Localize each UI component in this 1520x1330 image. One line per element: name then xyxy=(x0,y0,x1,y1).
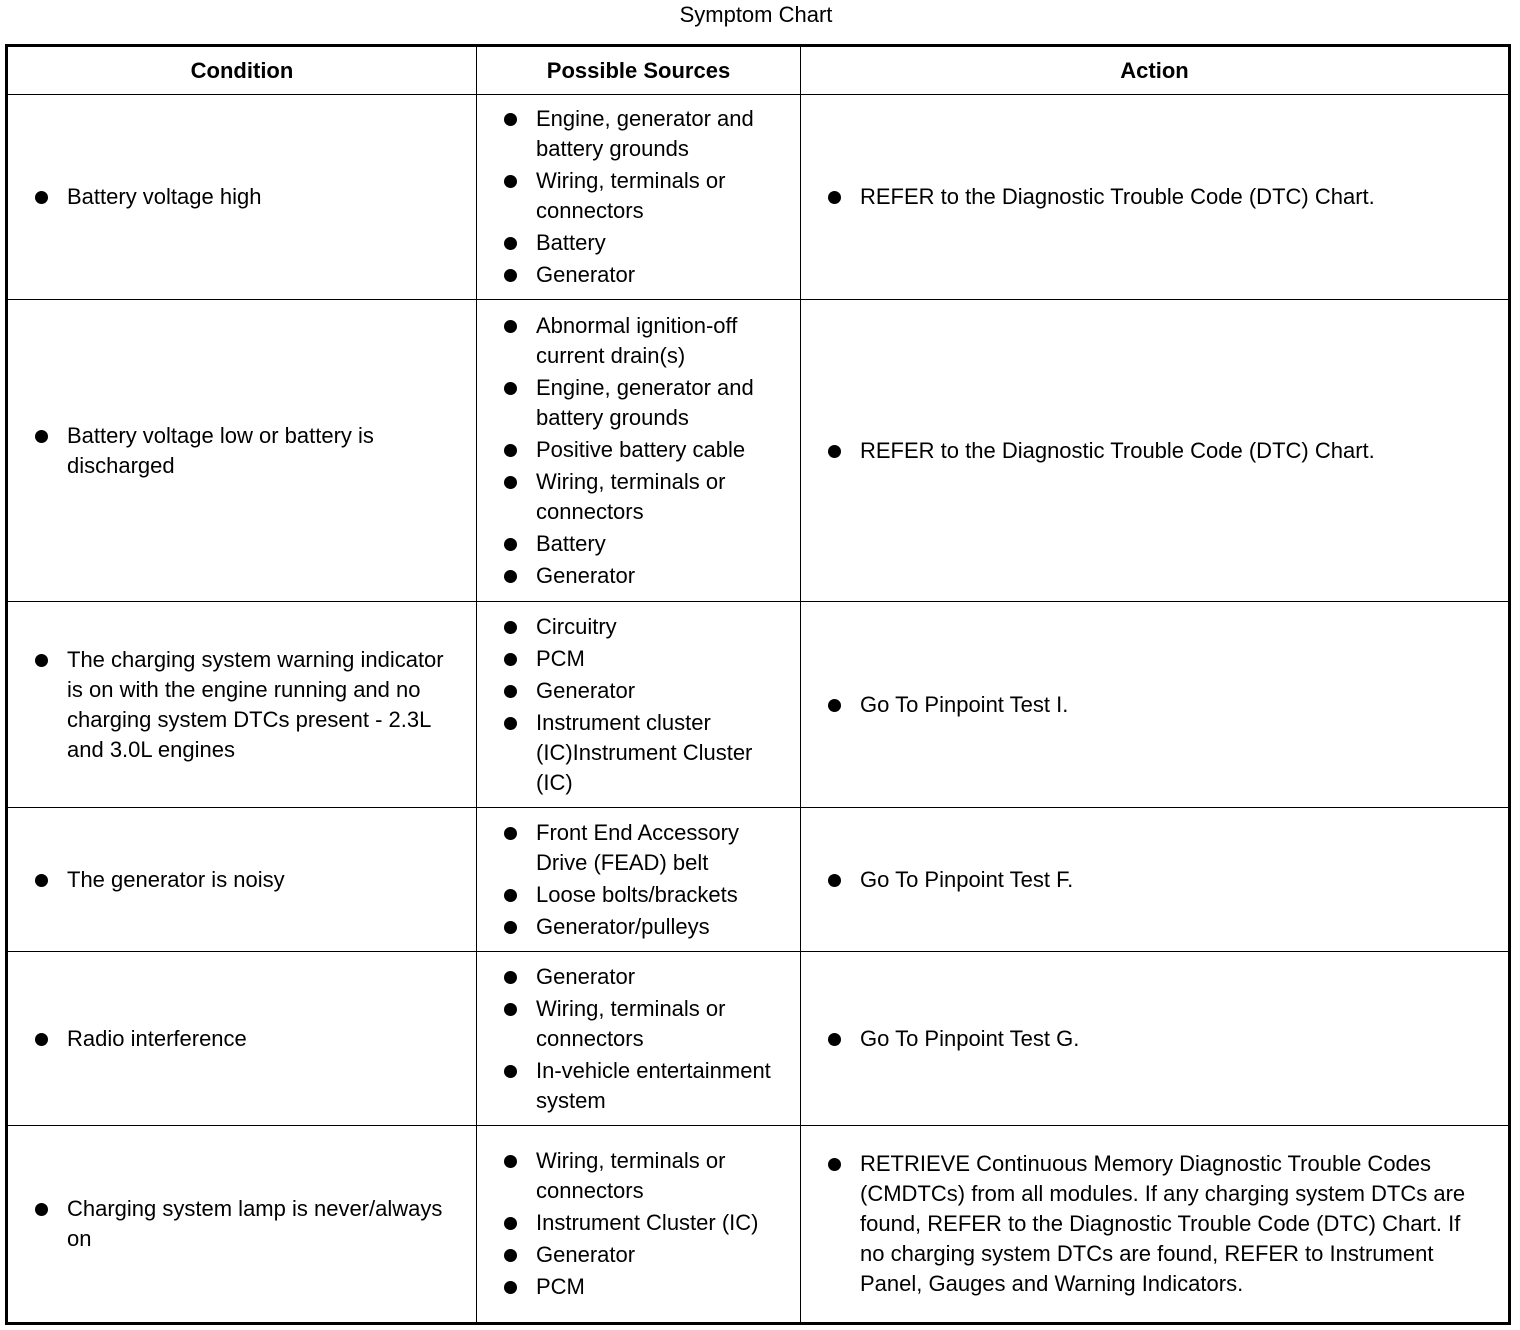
sources-list xyxy=(477,1146,800,1302)
action-item: RETRIEVE Continuous Memory Diagnostic Trouble Codes (CMDTCs) from all modules. If any charging system DTCs are found, REFER to the Diagnostic Trouble Code (DTC) Chart. If no charging system DTCs are found, REFER to Instrument Panel, Gauges and Warning Indicators. xyxy=(860,1149,1488,1299)
header-possible-sources: Possible Sources xyxy=(477,46,801,95)
condition-item: Battery voltage high xyxy=(67,182,456,212)
condition-cell xyxy=(7,808,477,952)
condition-item: Battery voltage low or battery is discharged xyxy=(67,421,456,481)
sources-item: In-vehicle entertainment system xyxy=(536,1056,794,1116)
sources-item: Wiring, terminals or connectors xyxy=(536,166,794,226)
sources-list xyxy=(477,104,800,290)
sources-item: Front End Accessory Drive (FEAD) belt xyxy=(536,818,794,878)
table-row xyxy=(7,602,1510,808)
sources-item: Circuitry xyxy=(536,612,794,642)
action-list xyxy=(801,436,1508,466)
action-list xyxy=(801,1149,1508,1299)
condition-cell xyxy=(7,602,477,808)
header-action: Action xyxy=(801,46,1510,95)
table-row xyxy=(7,808,1510,952)
sources-item: PCM xyxy=(536,1272,794,1302)
condition-item: The generator is noisy xyxy=(67,865,456,895)
sources-list xyxy=(477,962,800,1116)
header-condition: Condition xyxy=(7,46,477,95)
action-cell xyxy=(801,952,1510,1126)
sources-item: Generator xyxy=(536,676,794,706)
action-item: REFER to the Diagnostic Trouble Code (DTC) Chart. xyxy=(860,436,1488,466)
action-cell xyxy=(801,95,1510,300)
sources-item: Wiring, terminals or connectors xyxy=(536,467,794,527)
sources-item: Generator xyxy=(536,962,794,992)
sources-cell xyxy=(477,952,801,1126)
page-title: Symptom Chart xyxy=(679,2,833,27)
action-list xyxy=(801,182,1508,212)
sources-item: Battery xyxy=(536,228,794,258)
condition-list xyxy=(8,1194,476,1254)
sources-item: PCM xyxy=(536,644,794,674)
action-item: Go To Pinpoint Test G. xyxy=(860,1024,1488,1054)
action-cell xyxy=(801,1126,1510,1324)
sources-item: Abnormal ignition-off current drain(s) xyxy=(536,311,794,371)
sources-list xyxy=(477,612,800,798)
condition-cell xyxy=(7,300,477,602)
sources-item: Battery xyxy=(536,529,794,559)
sources-item: Positive battery cable xyxy=(536,435,794,465)
sources-item: Instrument Cluster (IC) xyxy=(536,1208,794,1238)
sources-cell xyxy=(477,95,801,300)
condition-cell xyxy=(7,95,477,300)
sources-item: Wiring, terminals or connectors xyxy=(536,994,794,1054)
action-list xyxy=(801,690,1508,720)
action-cell xyxy=(801,602,1510,808)
condition-list xyxy=(8,421,476,481)
action-cell xyxy=(801,808,1510,952)
sources-item: Generator xyxy=(536,260,794,290)
action-list xyxy=(801,1024,1508,1054)
action-item: Go To Pinpoint Test I. xyxy=(860,690,1488,720)
table-row xyxy=(7,952,1510,1126)
condition-item: The charging system warning indicator is on with the engine running and no charging system DTCs present - 2.3L and 3.0L engines xyxy=(67,645,456,765)
header-row xyxy=(7,46,1510,95)
table-row xyxy=(7,300,1510,602)
sources-item: Instrument cluster (IC)Instrument Cluster (IC) xyxy=(536,708,794,798)
sources-cell xyxy=(477,300,801,602)
condition-cell xyxy=(7,1126,477,1324)
condition-item: Charging system lamp is never/always on xyxy=(67,1194,456,1254)
sources-list xyxy=(477,311,800,591)
condition-list xyxy=(8,1024,476,1054)
sources-item: Loose bolts/brackets xyxy=(536,880,794,910)
action-item: Go To Pinpoint Test F. xyxy=(860,865,1488,895)
action-item: REFER to the Diagnostic Trouble Code (DTC) Chart. xyxy=(860,182,1488,212)
sources-item: Generator/pulleys xyxy=(536,912,794,942)
sources-item: Engine, generator and battery grounds xyxy=(536,373,794,433)
sources-cell xyxy=(477,1126,801,1324)
sources-cell xyxy=(477,808,801,952)
condition-item: Radio interference xyxy=(67,1024,456,1054)
table-row xyxy=(7,1126,1510,1324)
sources-item: Generator xyxy=(536,1240,794,1270)
condition-list xyxy=(8,182,476,212)
sources-item: Engine, generator and battery grounds xyxy=(536,104,794,164)
action-cell xyxy=(801,300,1510,602)
condition-cell xyxy=(7,952,477,1126)
table-row xyxy=(7,95,1510,300)
condition-list xyxy=(8,865,476,895)
sources-list xyxy=(477,818,800,942)
action-list xyxy=(801,865,1508,895)
sources-item: Wiring, terminals or connectors xyxy=(536,1146,794,1206)
symptom-chart-table xyxy=(5,44,1511,1325)
condition-list xyxy=(8,645,476,765)
sources-cell xyxy=(477,602,801,808)
sources-item: Generator xyxy=(536,561,794,591)
